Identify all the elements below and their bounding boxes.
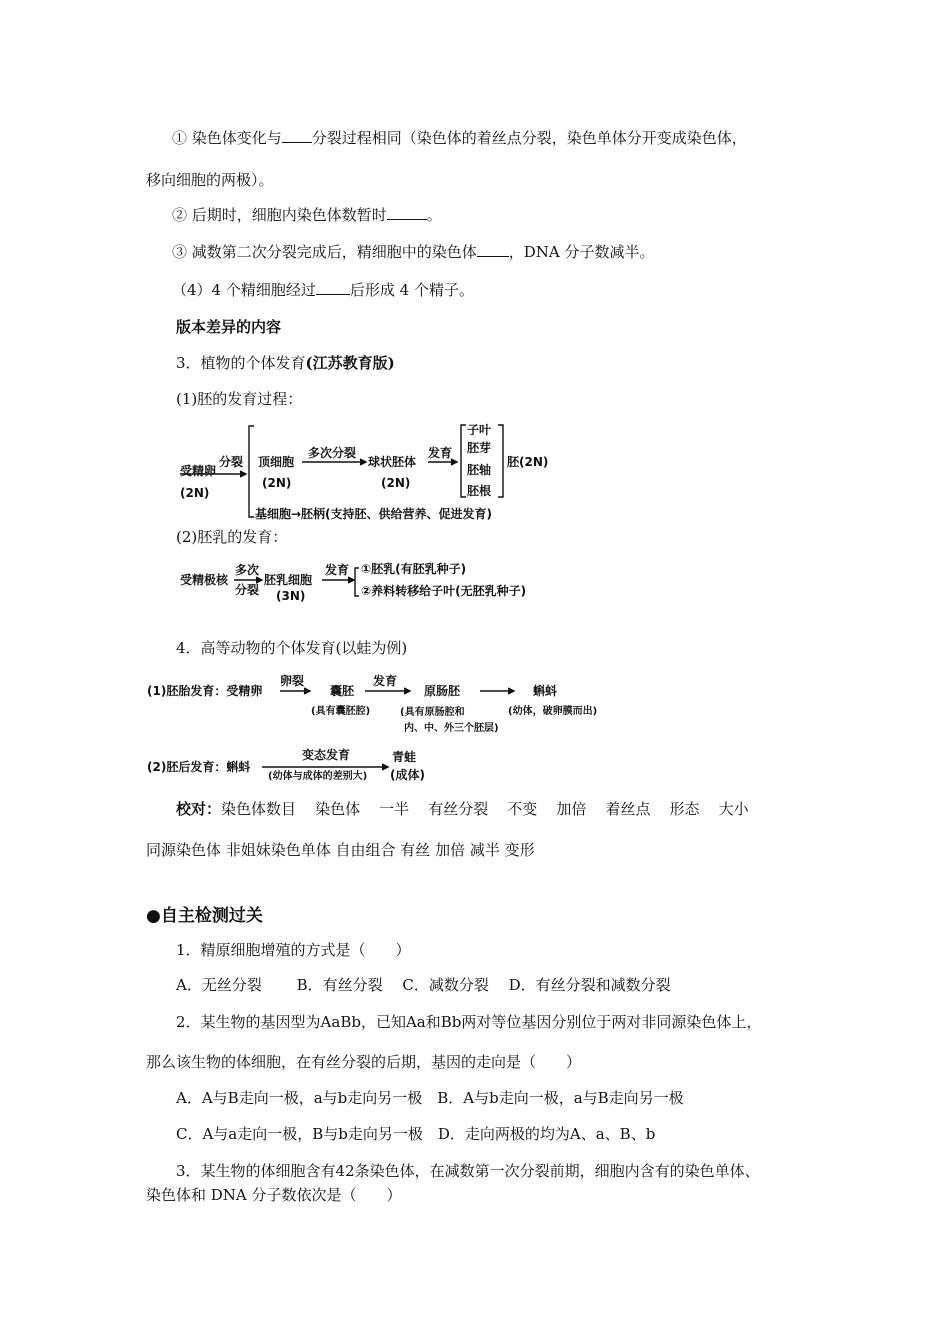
tadpole-label: 蝌蚪 [533, 684, 558, 698]
endosperm-ploidy: (3N) [276, 589, 306, 603]
multi-label: 多次 [235, 563, 260, 577]
blastula-label: 囊胚 [330, 684, 355, 698]
endosperm-cell-label: 胚乳细胞 [264, 573, 313, 587]
multi-split-label: 多次分裂 [308, 446, 357, 460]
question-3-line-2: 染色体和 DNA 分子数依次是（ ） [146, 1186, 402, 1204]
text-segment: （4）4 个精细胞经过 [172, 281, 316, 299]
embryo-subheading: (1)胚的发育过程： [176, 390, 303, 408]
outcome-2: ②养料转移给子叶(无胚乳种子) [361, 584, 527, 598]
gastrula-label: 原肠胚 [424, 684, 461, 698]
text-segment: ② 后期时，细胞内染色体数暂时 [172, 206, 387, 224]
frog-note: (成体) [390, 768, 425, 782]
text-segment: ③ 减数第二次分裂完成后，精细胞中的染色体 [172, 243, 477, 261]
zygote-ploidy: (2N) [180, 486, 210, 500]
develop-label: 发育 [428, 446, 453, 460]
version-diff-title: 版本差异的内容 [176, 318, 282, 336]
question-3-line-1: 3．某生物的体细胞含有42条染色体，在减数第一次分裂前期，细胞内含有的染色单体、 [176, 1162, 760, 1180]
metamorphosis-label: 变态发育 [302, 748, 351, 762]
text-segment: ，DNA 分子数减半。 [508, 243, 655, 261]
zygote-label: 受精卵 [180, 464, 217, 478]
cleavage-label: 卵裂 [280, 674, 305, 688]
part-hypocotyl: 胚轴 [467, 463, 492, 477]
question-2-line-2: 那么该生物的体细胞，在有丝分裂的后期，基因的走向是（ ） [146, 1053, 582, 1071]
tadpole-note: (幼体，破卵膜而出) [508, 706, 598, 717]
text-segment: 。 [426, 206, 442, 224]
question-1: 1．精原细胞增殖的方式是（ ） [176, 941, 411, 959]
apical-cell-label: 顶细胞 [258, 455, 295, 469]
endosperm-subheading: (2)胚乳的发育： [176, 528, 288, 546]
gastrula-note-2: 内、中、外三个胚层) [404, 723, 499, 734]
question-1-options: A．无丝分裂 B．有丝分裂 C．减数分裂 D．有丝分裂和减数分裂 [176, 976, 671, 994]
postembryonic-dev-label: (2)胚后发育：蝌蚪 [147, 760, 251, 774]
part-plumule: 胚芽 [467, 441, 492, 455]
text-segment: ① 染色体变化与 [172, 129, 282, 147]
globular-ploidy: (2N) [381, 476, 411, 490]
text-segment: 3．植物的个体发育 [176, 354, 306, 372]
item-4-heading: 4．高等动物的个体发育(以蛙为例) [176, 639, 408, 657]
part-cotyledon: 子叶 [467, 423, 492, 437]
part-radicle: 胚根 [467, 484, 492, 498]
develop-label: 发育 [325, 563, 350, 577]
answers-label: 校对： [176, 800, 222, 818]
frog-label: 青蛙 [392, 750, 417, 764]
meiosis-line-2: 移向细胞的两极）。 [146, 171, 274, 189]
answers-text: 染色体数目 染色体 一半 有丝分裂 不变 加倍 着丝点 形态 大小 [221, 800, 749, 818]
question-2-options-ab: A．A与B走向一极，a与b走向另一极 B．A与b走向一极，a与B走向另一极 [176, 1089, 684, 1107]
answers-line-1 [176, 799, 749, 819]
split-label: 分裂 [235, 583, 260, 597]
edition-label: (江苏教育版) [305, 354, 395, 372]
text-segment: 后形成 4 个精子。 [349, 281, 474, 299]
outcome-1: ①胚乳(有胚乳种子) [361, 562, 467, 576]
develop-label: 发育 [373, 674, 398, 688]
split-label: 分裂 [219, 455, 244, 469]
self-test-heading: ●自主检测过关 [146, 906, 263, 926]
basal-cell-line: 基细胞→胚柄(支持胚、供给营养、促进发育) [255, 507, 493, 521]
blastula-note: (具有囊胚腔) [311, 706, 371, 717]
question-2-line-1: 2．某生物的基因型为AaBb，已知Aa和Bb两对等位基因分别位于两对非同源染色体上， [176, 1013, 762, 1031]
gastrula-note-1: (具有原肠腔和 [400, 707, 465, 718]
question-2-options-cd: C．A与a走向一极，B与b走向另一极 D．走向两极的均为A、a、B、b [176, 1125, 656, 1143]
embryo-result: 胚(2N) [507, 455, 549, 469]
answers-line-2: 同源染色体 非姐妹染色单体 自由组合 有丝 加倍 减半 变形 [146, 841, 535, 859]
apical-ploidy: (2N) [262, 476, 292, 490]
embryonic-dev-label: (1)胚胎发育：受精卵 [147, 684, 263, 698]
metamorphosis-note: (幼体与成体的差别大) [268, 771, 368, 782]
text-segment: 分裂过程相同（染色体的着丝点分裂，染色单体分开变成染色体， [311, 129, 747, 147]
polar-nuclei-label: 受精极核 [180, 573, 229, 587]
globular-embryo-label: 球状胚体 [368, 455, 417, 469]
